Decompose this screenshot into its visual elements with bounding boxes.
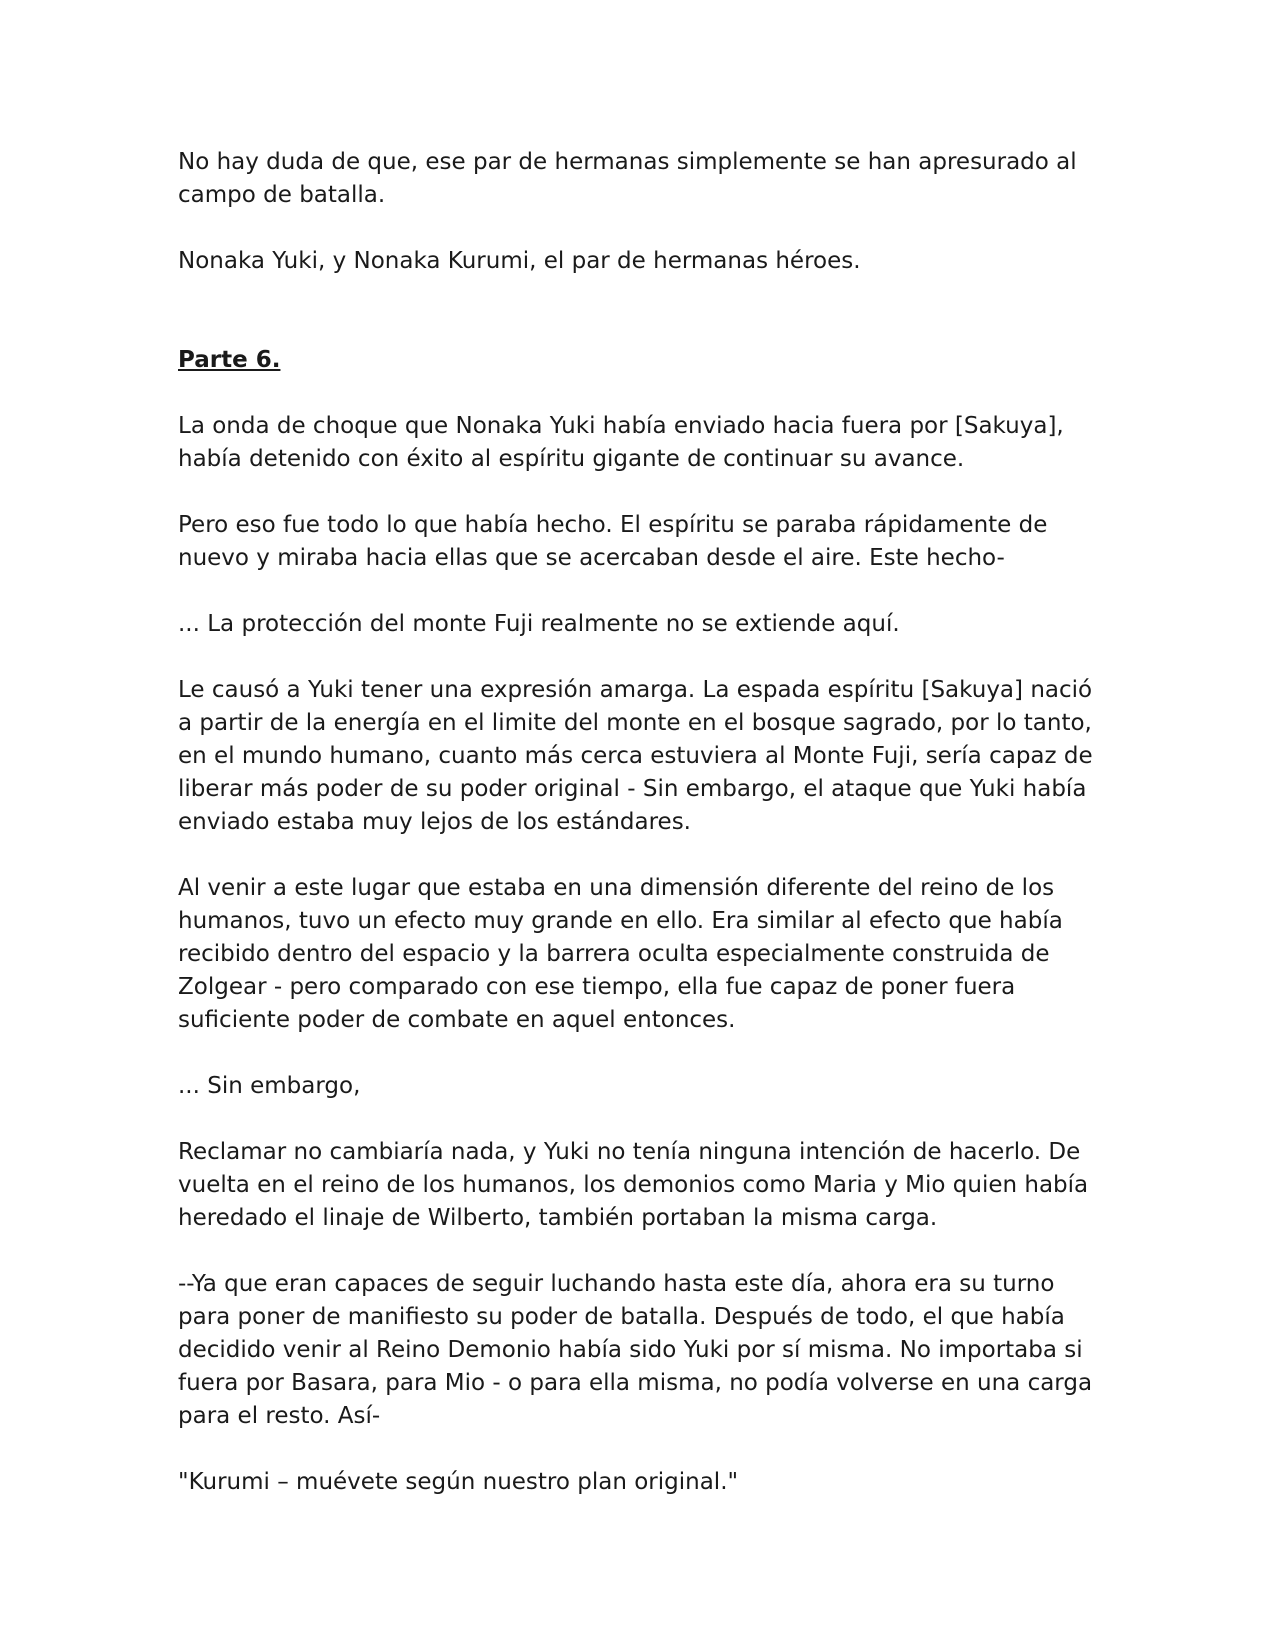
paragraph: Nonaka Yuki, y Nonaka Kurumi, el par de hermanas héroes. [178,248,861,274]
paragraph: ... La protección del monte Fuji realmente no se extiende aquí. [178,611,900,637]
paragraph: No hay duda de que, ese par de hermanas simplemente se han apresurado al campo de batalla. [178,149,1077,208]
paragraph: Le causó a Yuki tener una expresión amarga. La espada espíritu [Sakuya] nació a partir de la energía en el limite del monte en el bosque sagrado, por lo tanto, en el mundo humano, cuanto más cerca estuviera al Monte Fuji, sería capaz de liberar más poder de su poder original - Sin embargo, el ataque que Yuki había enviado estaba muy lejos de los estándares. [178,677,1093,835]
paragraph: Reclamar no cambiaría nada, y Yuki no tenía ninguna intención de hacerlo. De vuelta en el reino de los humanos, los demonios como Maria y Mio quien había heredado el linaje de Wilberto, también portaban la misma carga. [178,1139,1089,1231]
section-heading: Parte 6. [178,347,281,373]
paragraph: "Kurumi – muévete según nuestro plan original." [178,1469,739,1495]
document-body [178,146,1108,1532]
paragraph: --Ya que eran capaces de seguir luchando hasta este día, ahora era su turno para poner de manifiesto su poder de batalla. Después de todo, el que había decidido venir al Reino Demonio había sido Yuki por sí misma. No importaba si fuera por Basara, para Mio - o para ella misma, no podía volverse en una carga para el resto. Así- [178,1271,1093,1429]
paragraph: ... Sin embargo, [178,1073,361,1099]
paragraph: Al venir a este lugar que estaba en una dimensión diferente del reino de los humanos, tuvo un efecto muy grande en ello. Era similar al efecto que había recibido dentro del espacio y la barrera oculta especialmente construida de Zolgear - pero comparado con ese tiempo, ella fue capaz de poner fuera suficiente poder de combate en aquel entonces. [178,875,1063,1033]
paragraph: La onda de choque que Nonaka Yuki había enviado hacia fuera por [Sakuya], había detenido con éxito al espíritu gigante de continuar su avance. [178,413,1064,472]
paragraph: Pero eso fue todo lo que había hecho. El espíritu se paraba rápidamente de nuevo y miraba hacia ellas que se acercaban desde el aire. Este hecho- [178,512,1048,571]
